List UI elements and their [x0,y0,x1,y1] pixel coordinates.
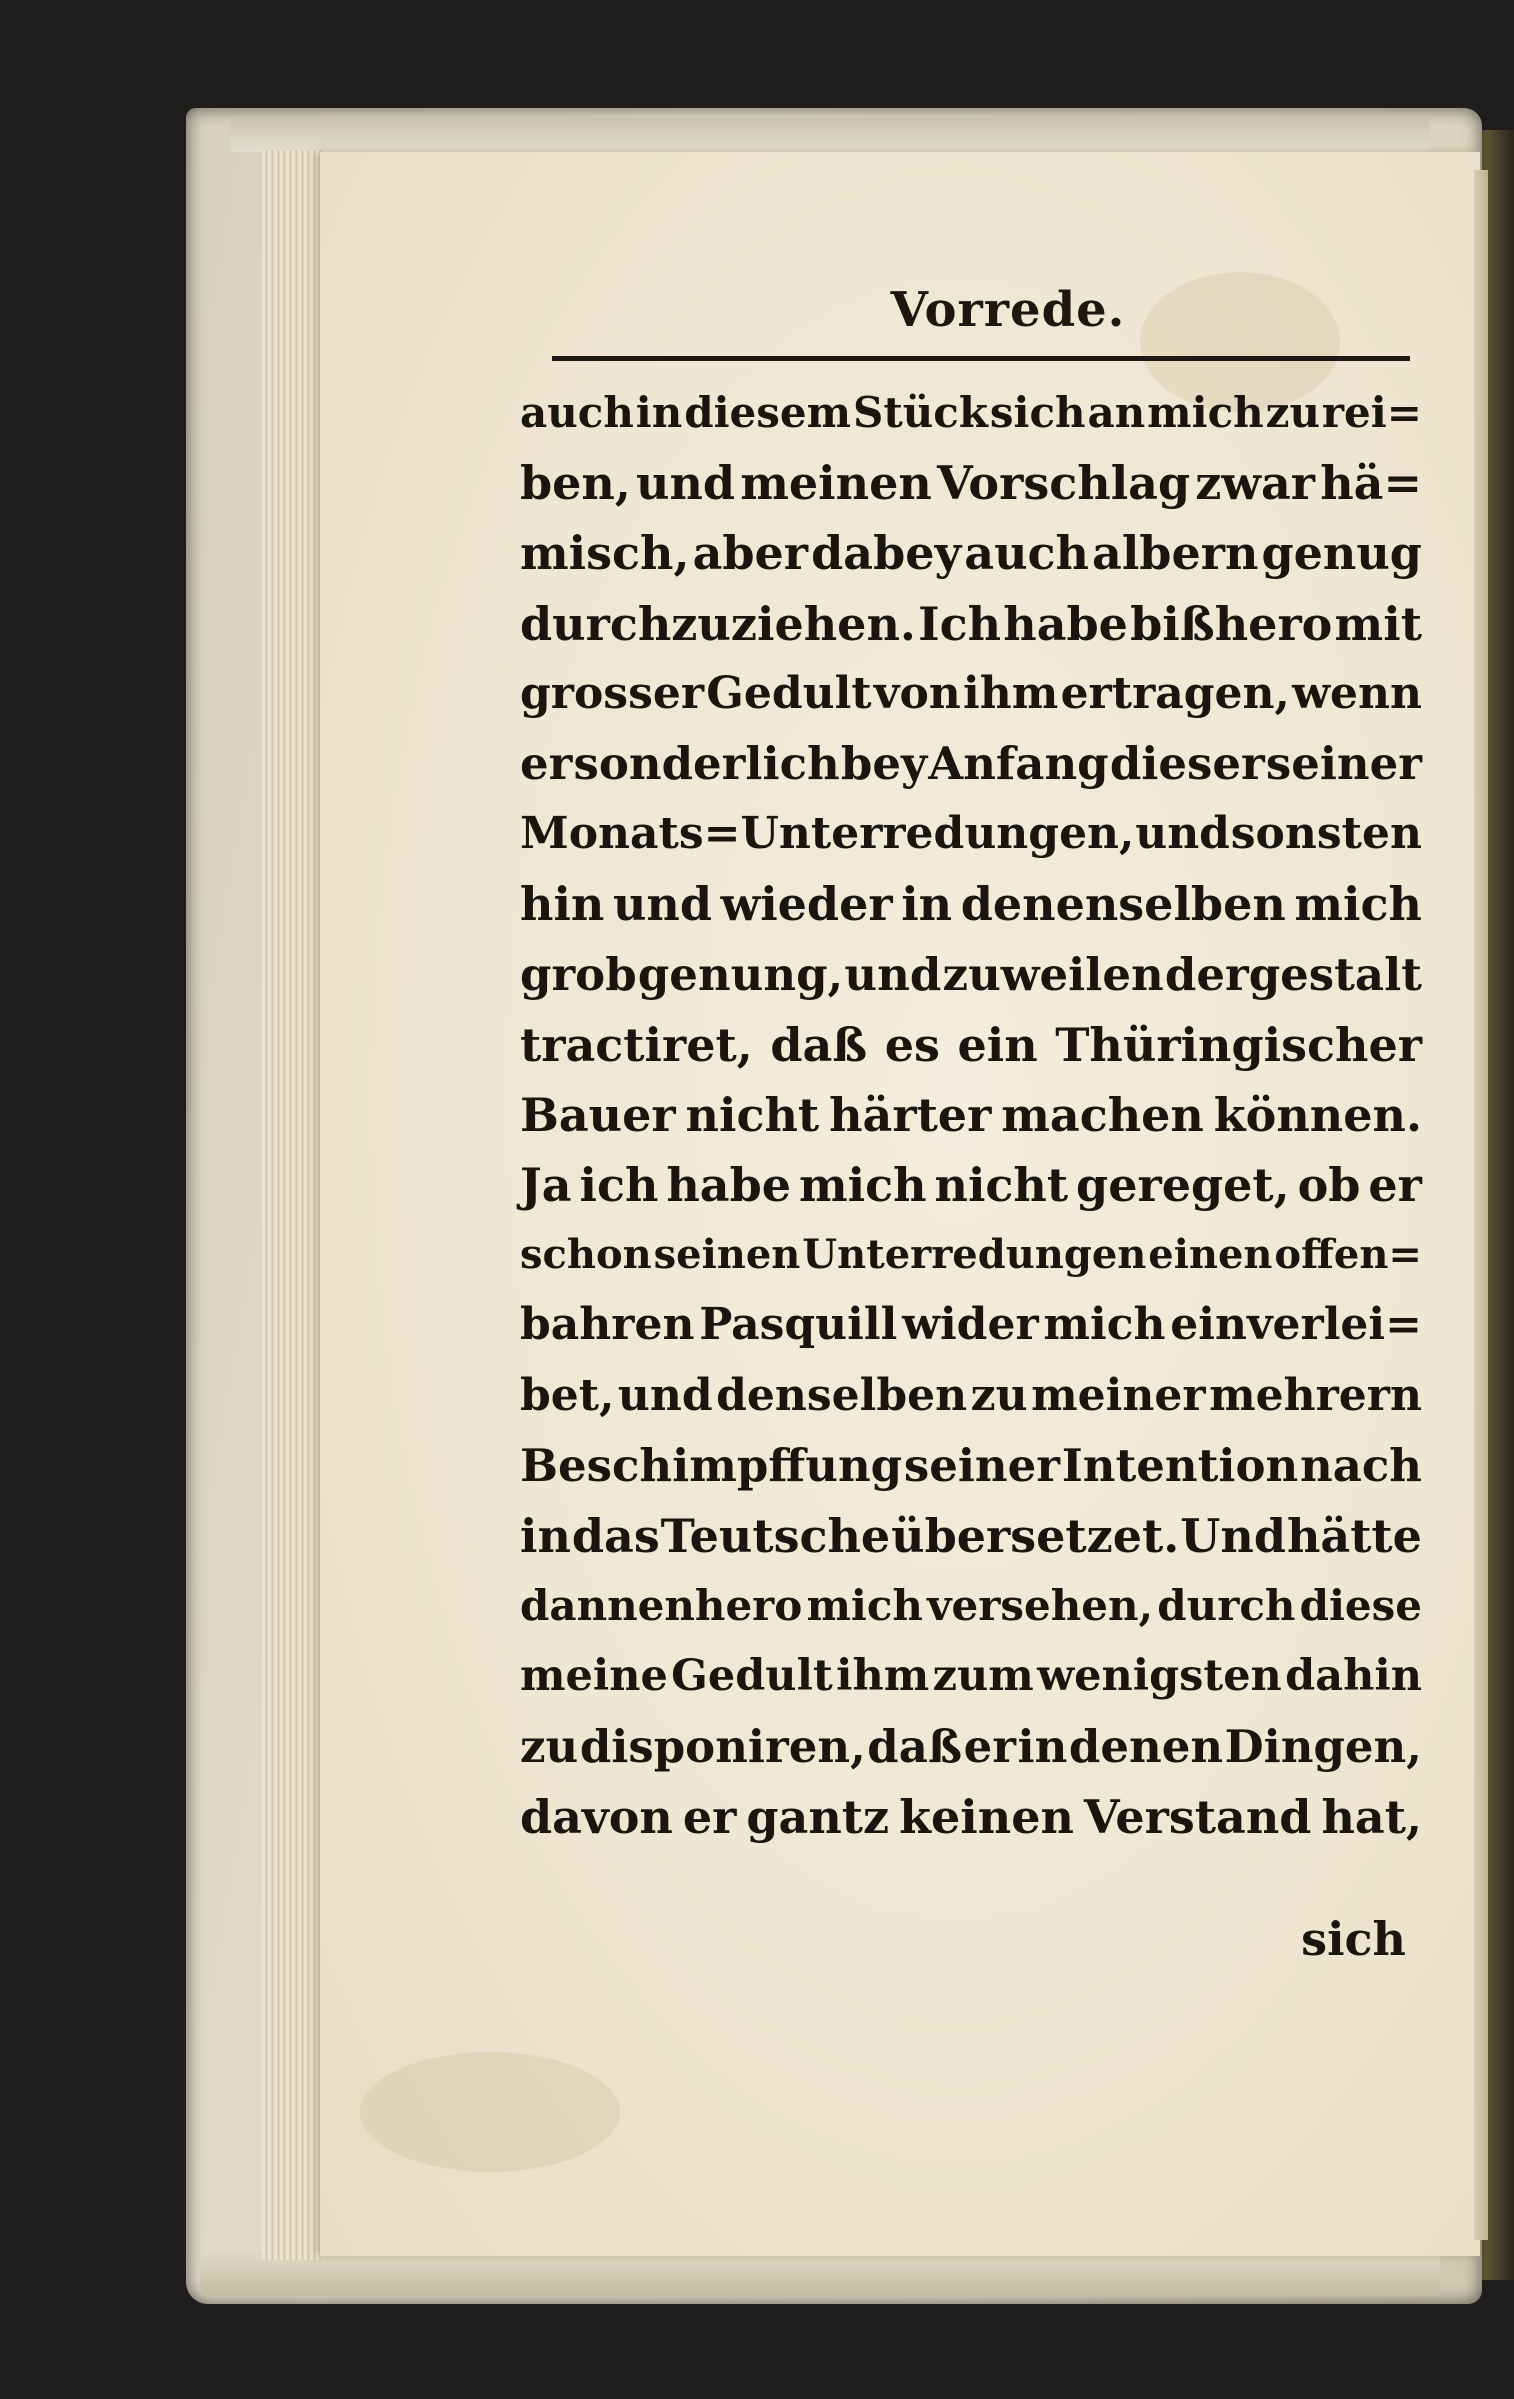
word: sonsten [1230,808,1422,860]
word: er [520,736,573,790]
word: disponiren, [579,1719,866,1773]
word: machen [1001,1087,1204,1142]
word: schon [520,1231,652,1279]
word: Gedult [671,1651,833,1702]
word: mich [1294,877,1422,932]
word: Stück [852,388,988,437]
text-line [520,1571,1422,1641]
paper-stain [360,2052,620,2172]
word: versehen, [927,1581,1154,1631]
word: meiner [1031,1369,1206,1421]
text-line [520,1220,1422,1290]
word: hat, [1321,1789,1422,1844]
word: gereget, [1076,1158,1290,1213]
word: durchzuziehen. [520,596,916,651]
word: sonderlich [573,736,840,790]
word: hä= [1320,456,1422,511]
word: Ich [918,596,1002,651]
word: Verstand [1083,1789,1312,1844]
word: Thüringischer [1055,1017,1422,1072]
word: in [635,388,683,437]
word: und [844,947,942,1001]
word: dannenhero [520,1581,803,1631]
text-line [520,1080,1422,1150]
word: denselben [716,1369,968,1421]
word: denenselben [960,877,1286,932]
word: Und [1180,1509,1286,1563]
word: zwar [1195,456,1316,511]
word: zu [520,1719,579,1773]
catchword: sich [1301,1912,1406,1966]
word: hin [520,877,605,932]
word: und [617,1369,713,1421]
word: habe [666,1158,792,1213]
word: wenigsten [1037,1651,1282,1702]
word: ertragen, [1060,667,1290,719]
text-line [520,869,1422,939]
word: albern [1092,526,1259,581]
word: grosser [520,667,705,719]
word: Vorschlag [936,456,1191,511]
word: Bauer [520,1087,676,1142]
word: meinen [740,456,932,511]
text-line [520,940,1422,1010]
word: durch [1157,1581,1296,1631]
word: von [873,667,961,719]
word: können. [1213,1087,1422,1142]
word: ihm [836,1651,930,1702]
word: Intention [1061,1438,1299,1492]
word: in [1017,1719,1068,1773]
word: offen= [1274,1231,1422,1279]
word: grob [520,947,637,1001]
word: härter [829,1087,992,1142]
word: diesem [684,388,852,437]
text-line [520,1290,1422,1360]
word: mich [806,1581,923,1631]
word: diese [1299,1581,1422,1631]
word: ben, [520,456,631,511]
word: bet, [520,1369,615,1421]
text-line [520,589,1422,659]
word: Ja [520,1158,572,1213]
page-right-edge [1474,170,1488,2240]
word: wider [902,1299,1039,1351]
word: wieder [720,877,893,932]
word: dabey [811,526,962,581]
word: aber [692,526,809,581]
word: Gedult [706,667,872,719]
word: rei= [1321,388,1422,437]
word: hätte [1286,1509,1422,1563]
text-line [520,1431,1422,1501]
text-line [520,1782,1422,1852]
word: daß [867,1719,963,1773]
word: ich [579,1158,659,1213]
word: daß [770,1017,868,1072]
word: meine [520,1651,668,1702]
word: seiner [1265,736,1422,790]
word: seiner [903,1438,1060,1492]
word: er [1368,1158,1422,1213]
word: mich [1147,388,1264,437]
word: und [1135,808,1230,860]
word: dieser [1109,736,1265,790]
word: und [636,456,736,511]
word: nach [1299,1438,1422,1492]
text-line [520,729,1422,799]
word: nicht [685,1087,820,1142]
word: es [884,1017,940,1072]
word: seinen [653,1231,801,1279]
word: zum [932,1651,1034,1702]
text-line [520,1641,1422,1711]
word: genung, [637,947,844,1001]
word: zu [970,1369,1028,1421]
word: davon [520,1789,673,1844]
word: er [963,1719,1016,1773]
word: Anfang [928,736,1109,790]
word: auch [964,526,1089,581]
word: übersetzet. [891,1509,1180,1563]
word: Teutsche [660,1509,891,1563]
word: und [612,877,713,932]
word: in [520,1509,571,1563]
cover-top-edge [230,118,1430,152]
word: gantz [746,1789,890,1844]
text-line [520,378,1422,448]
page-stack-edges [262,150,322,2260]
word: bißhero [1130,596,1333,651]
word: mich [798,1158,927,1213]
word: in [901,877,953,932]
word: Unterredungen [802,1231,1147,1279]
text-line [520,659,1422,729]
word: keinen [899,1789,1074,1844]
word: misch, [520,526,690,581]
text-line [520,799,1422,869]
word: zu [1265,388,1320,437]
header-rule [552,356,1410,361]
text-line [520,1501,1422,1571]
word: ihm [963,667,1059,719]
word: einen [1148,1231,1273,1279]
word: tractiret, [520,1017,753,1072]
word: das [571,1509,660,1563]
text-line [520,1361,1422,1431]
word: er [682,1789,737,1844]
word: sich [989,388,1086,437]
word: genug [1261,526,1422,581]
text-line [520,1150,1422,1220]
word: Dingen, [1224,1719,1422,1773]
word: mit [1334,596,1422,651]
text-line [520,1712,1422,1782]
word: mich [1043,1299,1166,1351]
word: Beschimpffung [520,1438,903,1492]
cover-bottom-edge [200,2250,1440,2296]
word: zuweilen [942,947,1164,1001]
body-text [520,378,1422,1852]
word: ob [1297,1158,1361,1213]
word: Monats=Unterredungen, [520,808,1135,860]
word: dahin [1285,1651,1422,1702]
word: dergestalt [1164,947,1422,1001]
word: bahren [520,1299,695,1351]
word: nicht [934,1158,1069,1213]
word: bey [840,736,928,790]
running-header: Vorrede. [890,282,1126,338]
word: habe [1003,596,1128,651]
word: mehrern [1209,1369,1422,1421]
word: auch [520,388,634,437]
word: Pasquill [699,1299,898,1351]
text-line [520,518,1422,588]
text-line [520,448,1422,518]
word: an [1087,388,1146,437]
text-line [520,1010,1422,1080]
word: ein [957,1017,1038,1072]
word: wenn [1292,667,1422,719]
word: denen [1068,1719,1224,1773]
word: einverlei= [1170,1299,1422,1351]
